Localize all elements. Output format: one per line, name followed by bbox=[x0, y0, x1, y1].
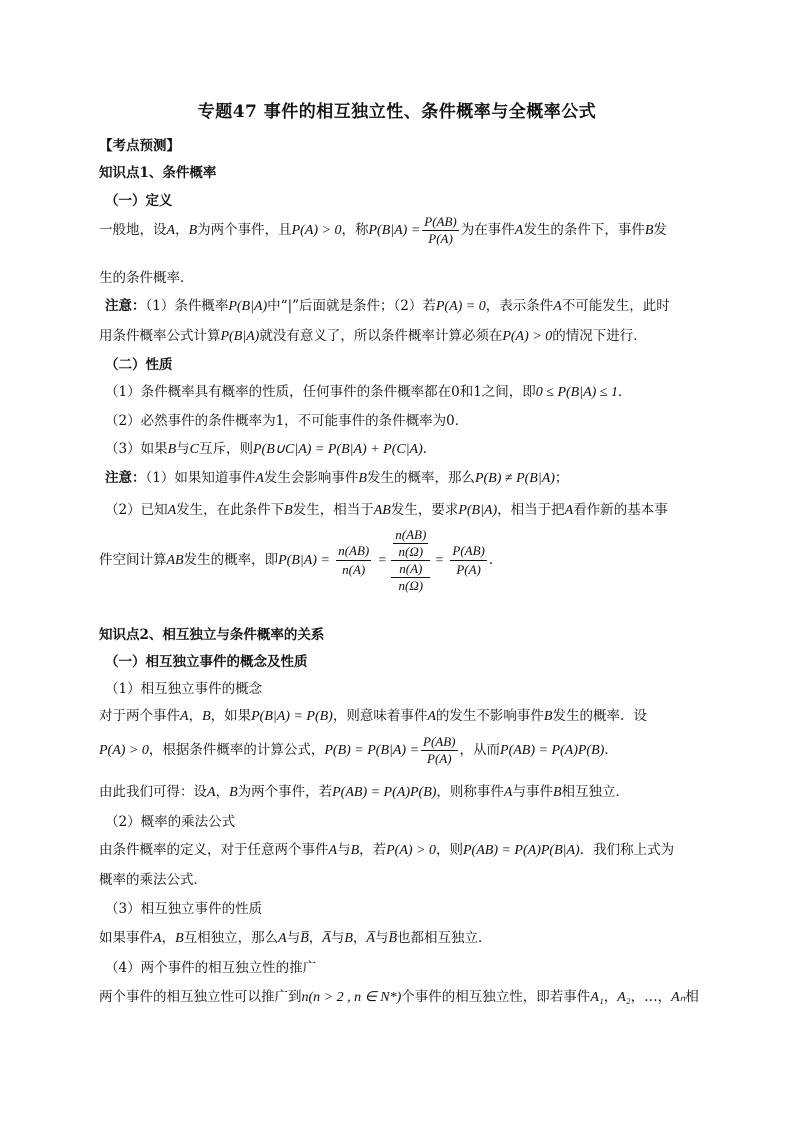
definition-paragraph-cont: 生的条件概率． bbox=[99, 270, 194, 286]
multiplication-paragraph: 由条件概率的定义，对于任意两个事件A与B，若P(A) > 0，则P(AB) = P(A)P(B|A)．我们称上式为 bbox=[99, 842, 675, 858]
independence-definition: 由此我们可得：设A，B为两个事件，若P(AB) = P(A)P(B)，则称事件A与事件B相互独立． bbox=[99, 784, 630, 800]
definition-heading: （一）定义 bbox=[105, 193, 173, 209]
note-2: 注意：（1）如果知道事件A发生会影响事件B发生的概率，那么P(B) ≠ P(B|A)； bbox=[105, 470, 569, 486]
properties-heading: （二）性质 bbox=[105, 357, 173, 373]
knowledge-point-1-heading: 知识点1、条件概率 bbox=[99, 165, 217, 181]
section-heading: 【考点预测】 bbox=[99, 138, 180, 154]
knowledge-point-2-heading: 知识点2、相互独立与条件概率的关系 bbox=[99, 627, 325, 643]
probability-ratio-fraction: $\frac{P(AB)}{P(A)}$ bbox=[452, 543, 485, 577]
independence-heading: （一）相互独立事件的概念及性质 bbox=[105, 654, 308, 670]
note-1-cont: 用条件概率公式计算P(B|A)就没有意义了，所以条件概率计算必须在P(A) > 0的情况下进行． bbox=[99, 328, 647, 344]
definition-paragraph: 一般地，设A，B为两个事件，且P(A) > 0，称P(B|A) = $\frac{P(AB)}{P(A)}$ 为在事件A发生的条件下，事件B发 bbox=[99, 214, 667, 246]
extension-paragraph: 两个事件的相互独立性可以推广到n(n > 2 , n ∈ N*)个事件的相互独立性，即若事件A₁，A₂，…，Aₙ相 bbox=[99, 989, 699, 1005]
conditional-probability-fraction: $\frac{P(AB)}{P(A)}$ bbox=[424, 214, 457, 246]
independence-properties: 如果事件A，B互相独立，那么A与B̅，A̅与B，A̅与B̅也都相互独立． bbox=[99, 930, 492, 946]
property-1: （1）条件概率具有概率的性质，任何事件的条件概率都在0和1之间，即0 ≤ P(B|A) ≤ 1． bbox=[105, 384, 632, 400]
independence-paragraph-cont: P(A) > 0，根据条件概率的计算公式，P(B) = P(B|A) = $\frac{P(AB)}{P(A)}$ ，从而P(AB) = P(A)P(B)． bbox=[99, 734, 618, 766]
independence-paragraph: 对于两个事件A，B，如果P(B|A) = P(B)，则意味着事件A的发生不影响事件B发生的概率．设 bbox=[99, 708, 647, 724]
page-title: 专题47 事件的相互独立性、条件概率与全概率公式 bbox=[197, 102, 597, 122]
note-3: （2）已知A发生，在此条件下B发生，相当于AB发生，要求P(B|A)，相当于把A看作新的基本事 bbox=[105, 502, 668, 518]
note-1: 注意：（1）条件概率P(B|A)中“|”后面就是条件；（2）若P(A) = 0，表示条件A不可能发生，此时 bbox=[105, 298, 670, 314]
property-3: （3）如果B与C互斥，则P(B∪C|A) = P(B|A) + P(C|A)． bbox=[105, 441, 437, 457]
count-ratio-fraction: $\frac{n(AB)}{n(A)}$ bbox=[338, 543, 370, 577]
property-2: （2）必然事件的条件概率为1，不可能事件的条件概率为0． bbox=[105, 413, 469, 429]
compound-fraction: $\frac{n(AB)}{n(\Omega)}$ n(A) n(Ω) bbox=[391, 527, 430, 594]
multiplication-paragraph-cont: 概率的乘法公式． bbox=[99, 872, 207, 888]
independence-fraction: $\frac{P(AB)}{P(A)}$ bbox=[423, 734, 456, 766]
properties-subheading: （3）相互独立事件的性质 bbox=[105, 901, 263, 917]
extension-subheading: （4）两个事件的相互独立性的推广 bbox=[105, 960, 317, 976]
independence-subheading-1: （1）相互独立事件的概念 bbox=[105, 681, 263, 697]
note-3-formula: 件空间计算AB发生的概率，即P(B|A) = $\frac{n(AB)}{n(A)}$ = $\frac{n(AB)}{n(\Omega)}$ n(A) n(Ω) = $\frac{P(AB)}{P(A)}$ ． bbox=[99, 527, 503, 593]
multiplication-subheading: （2）概率的乘法公式 bbox=[105, 814, 236, 830]
